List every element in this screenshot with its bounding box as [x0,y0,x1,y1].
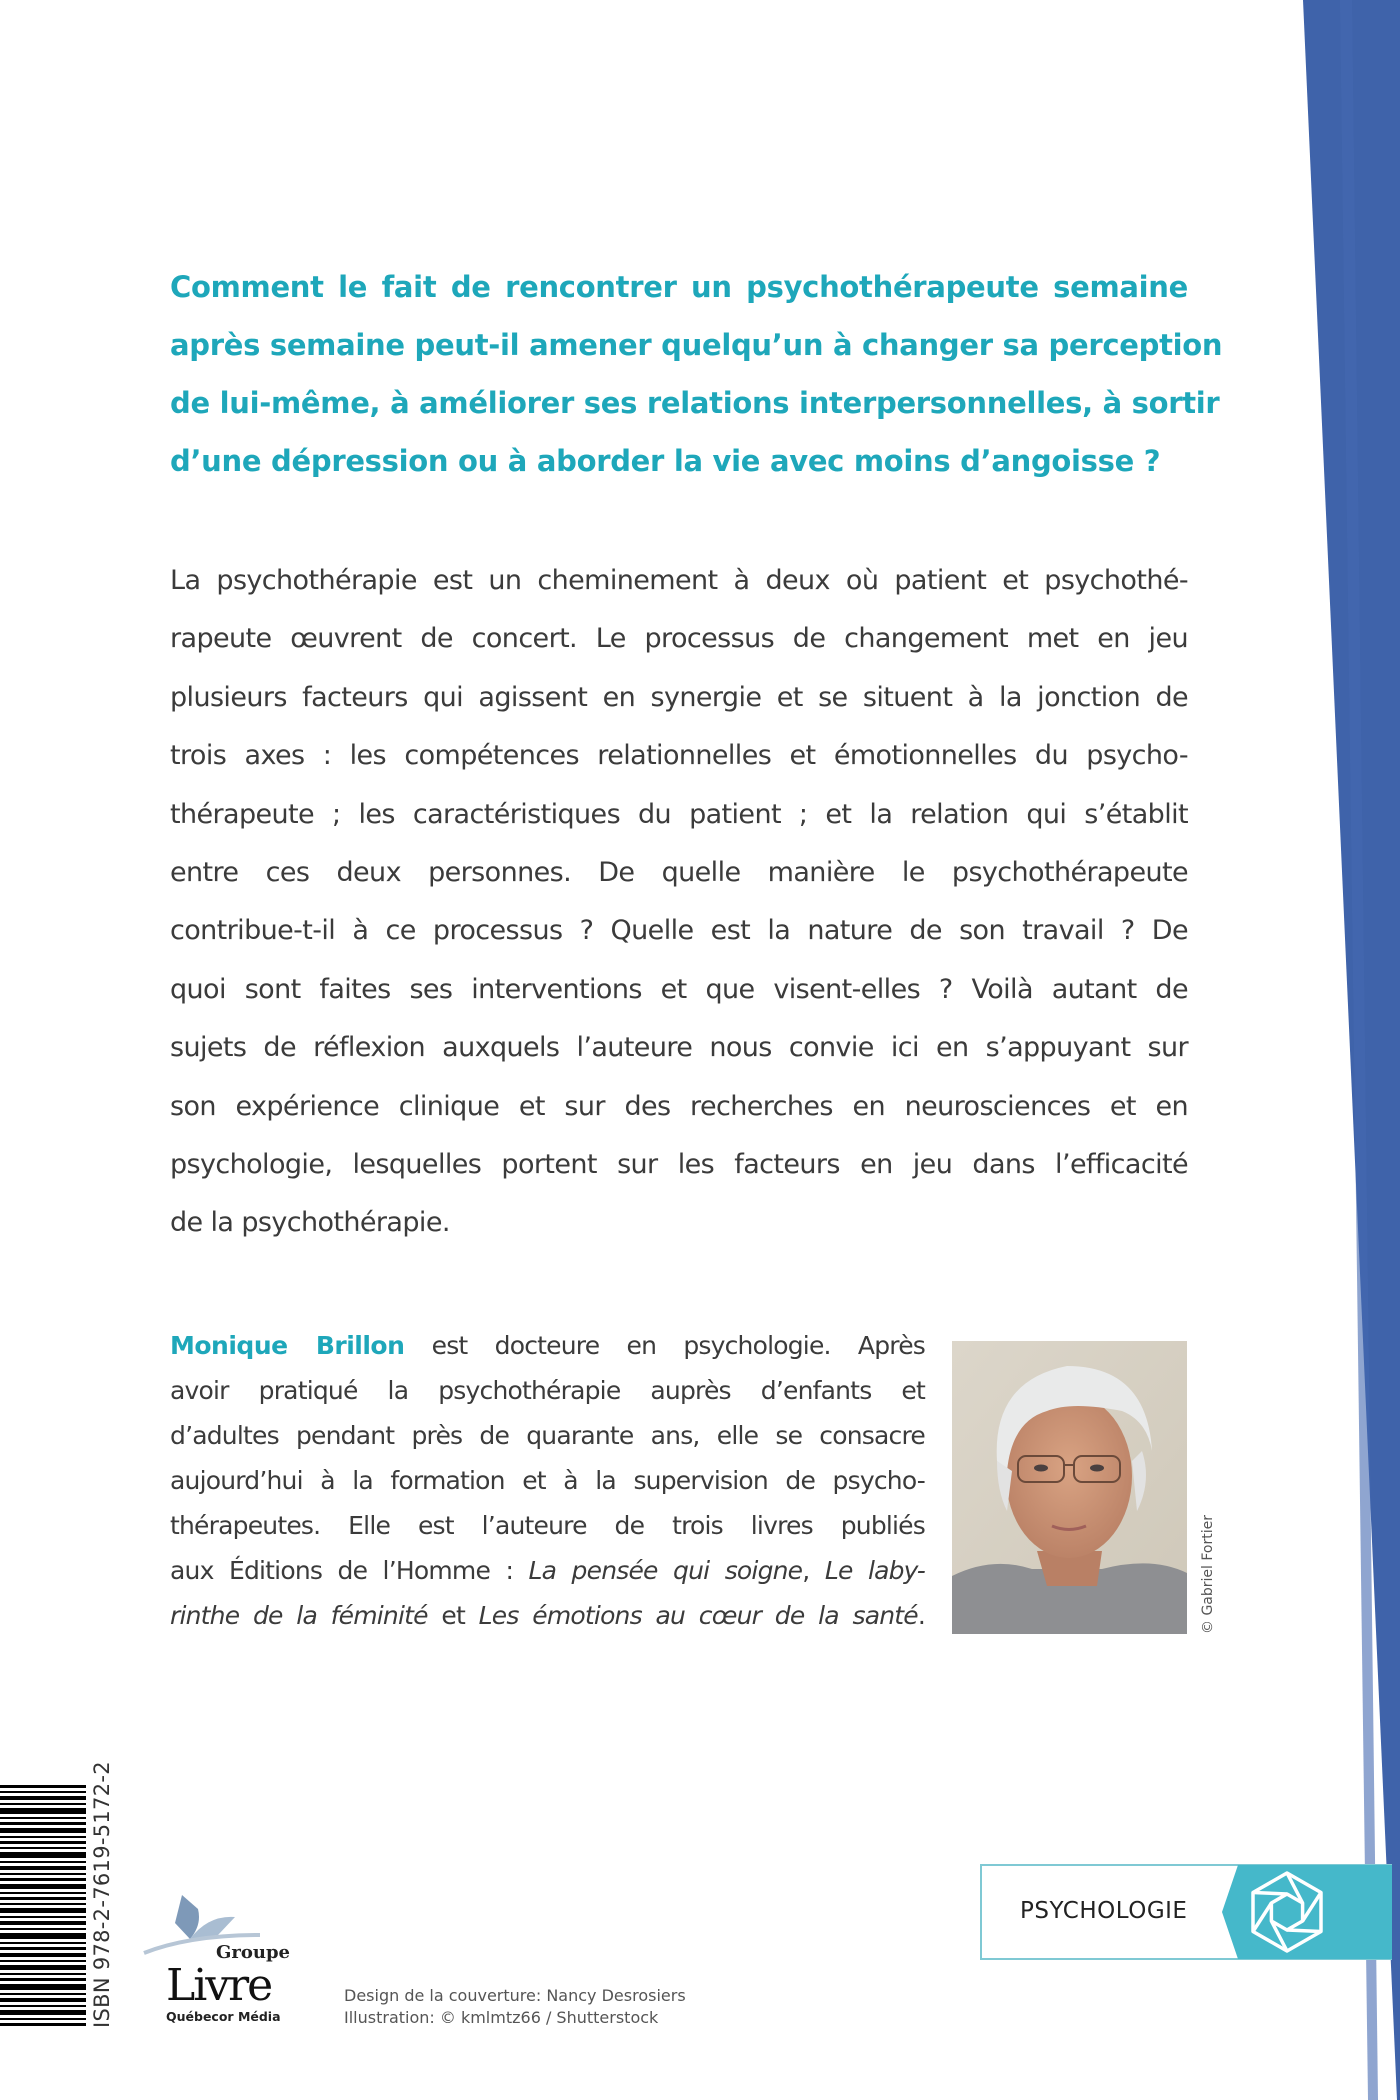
description-line: son expérience clinique et sur des recherches en neurosciences et en [170,1090,1188,1122]
bio-text: aux Éditions de l’Homme : [170,1556,529,1585]
portrait-illustration [952,1341,1187,1634]
headline-line: après semaine peut-il amener quelqu’un à changer sa perception [170,328,1223,362]
description-line: entre ces deux personnes. De quelle manière le psychothérapeute [170,856,1188,888]
book-title: Les émotions au cœur de la santé [478,1601,918,1630]
description-line: thérapeute ; les caractéristiques du patient ; et la relation qui s’établit [170,798,1188,830]
isbn-number: ISBN 978-2-7619-5172-2 [90,1761,114,2028]
logo-groupe: Groupe [216,1942,290,1963]
logo-subtitle: Québecor Média [166,2009,281,2024]
cover-credits [344,1985,686,2029]
description-line: sujets de réflexion auxquels l’auteure nous convie ici en s’appuyant sur [170,1032,1188,1064]
bio-text: est docteure en psychologie. Après [404,1331,925,1360]
description-paragraph [170,552,1188,1253]
description-line: plusieurs facteurs qui agissent en synergie et se situent à la jonction de [170,681,1188,713]
description-line: contribue-t-il à ce processus ? Quelle est la nature de son travail ? De [170,915,1188,947]
bio-text: . [917,1601,925,1630]
publisher-logo [140,1895,290,2035]
book-title: Le laby- [824,1556,926,1585]
description-line: psychologie, lesquelles portent sur les facteurs en jeu dans l’efficacité [170,1148,1188,1180]
bio-line: thérapeutes. Elle est l’auteure de trois livres publiés [170,1511,925,1540]
headline-line: Comment le fait de rencontrer un psychothérapeute semaine [170,270,1188,304]
logo-livre: Livre [166,1960,272,2011]
headline-line: de lui-même, à améliorer ses relations interpersonnelles, à sortir [170,386,1220,420]
description-line: quoi sont faites ses interventions et que visent-elles ? Voilà autant de [170,973,1188,1005]
description-line: de la psychothérapie. [170,1207,450,1239]
bio-line: aujourd’hui à la formation et à la supervision de psycho- [170,1466,925,1495]
category-label: PSYCHOLOGIE [1020,1898,1188,1924]
design-credit: Design de la couverture: Nancy Desrosiers [344,1986,686,2005]
logo-wordmark [166,1943,290,2025]
bio-line: avoir pratiqué la psychothérapie auprès d’enfants et [170,1376,925,1405]
author-name: Monique Brillon [170,1331,405,1360]
bio-text: , [802,1556,825,1585]
headline-question [170,258,1223,490]
description-line: rapeute œuvrent de concert. Le processus de changement met en jeu [170,623,1188,655]
book-title: La pensée qui soigne [528,1556,803,1585]
book-title: rinthe de la féminité [170,1601,428,1630]
photo-credit: © Gabriel Fortier [1200,1515,1216,1634]
bio-line: d’adultes pendant près de quarante ans, elle se consacre [170,1421,925,1450]
description-line: trois axes : les compétences relationnelles et émotionnelles du psycho- [170,740,1188,772]
bio-line [170,1548,925,1593]
illustration-credit: Illustration: © kmlmtz66 / Shutterstock [344,2008,659,2027]
bio-text: et [427,1601,479,1630]
bio-line [170,1323,925,1368]
author-photo [952,1341,1187,1634]
author-bio [170,1323,925,1638]
headline-line: d’une dépression ou à aborder la vie avec moins d’angoisse ? [170,444,1161,478]
description-line: La psychothérapie est un cheminement à deux où patient et psychothé- [170,565,1188,596]
bio-line [170,1593,925,1638]
barcode [0,1785,86,2028]
